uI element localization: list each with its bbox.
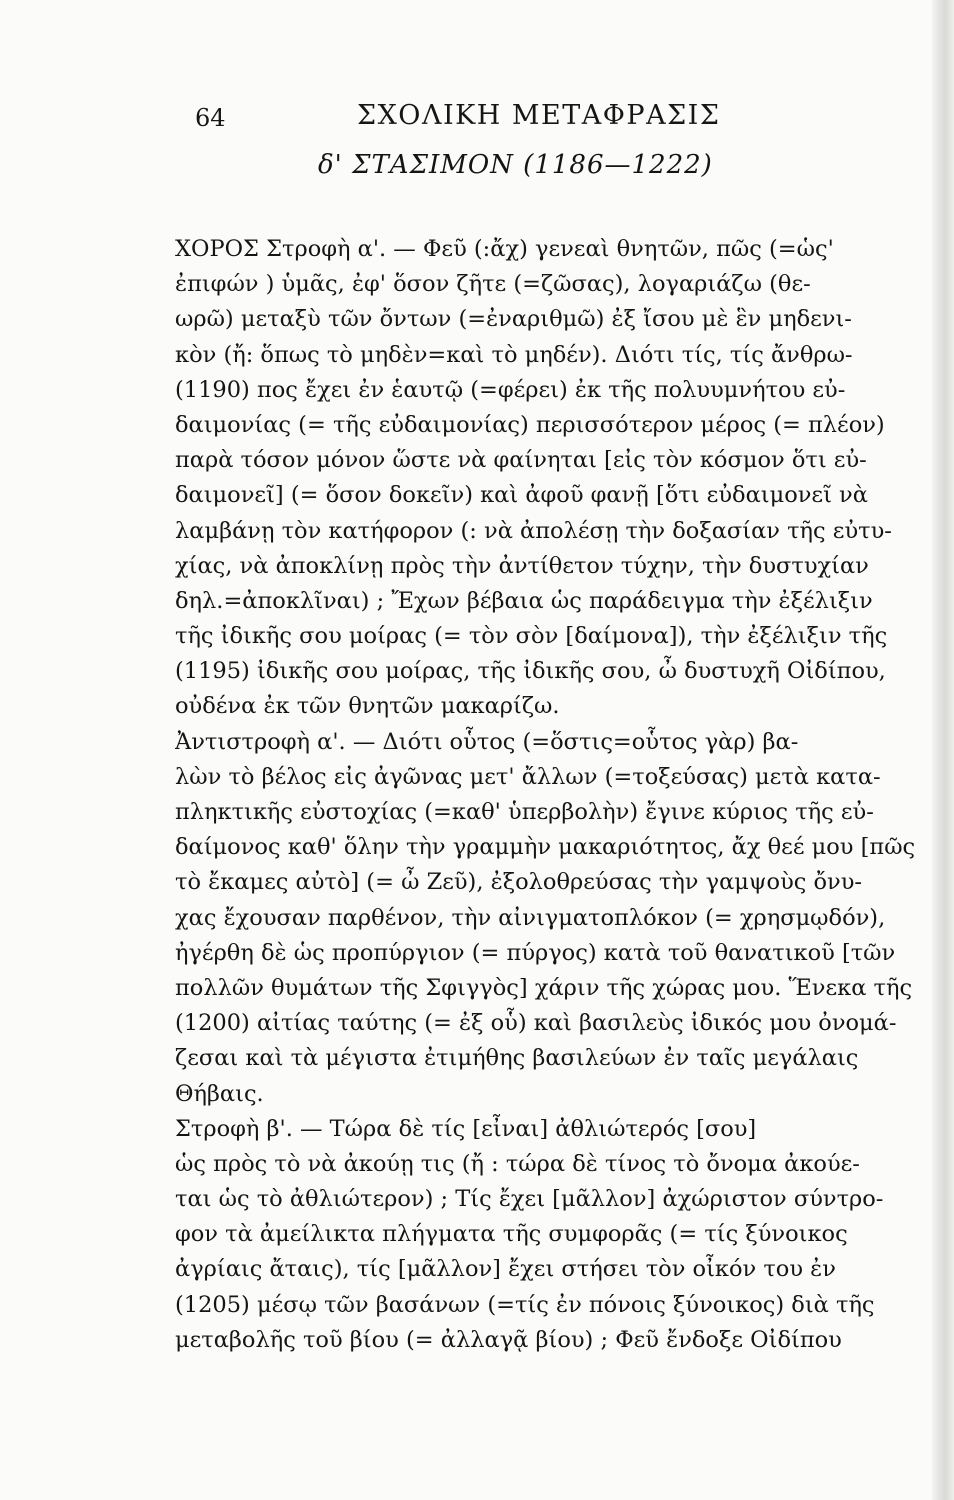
text-line: (1200) αἰτίας ταύτης (= ἐξ οὗ) καὶ βασιλεὺς ἰδικός μου ὀνομά- [175, 1010, 897, 1037]
text-line: (1195) ἰδικῆς σου μοίρας, τῆς ἰδικῆς σου, ὦ δυστυχῆ Οἰδίπου, [175, 658, 886, 685]
text-line: τὸ ἔκαμες αὐτὸ] (= ὦ Ζεῦ), ἐξολοθρεύσας τὴν γαμψοὺς ὄνυ- [175, 869, 863, 896]
text-line: ωρῶ) μεταξὺ τῶν ὄντων (=ἐναριθμῶ) ἐξ ἴσου μὲ ἓν μηδενι- [175, 306, 852, 333]
section-title: δ' ΣΤΑΣΙΜΟΝ (1186—1222) [318, 150, 713, 180]
body-text [175, 232, 923, 1358]
text-line: φον τὰ ἀμείλικτα πλήγματα τῆς συμφορᾶς (= τίς ξύνοικος [175, 1221, 848, 1248]
text-line: δαιμονίας (= τῆς εὐδαιμονίας) περισσότερον μέρος (= πλέον) [175, 411, 885, 438]
text-line: τῆς ἰδικῆς σου μοίρας (= τὸν σὸν [δαίμονα]), τὴν ἐξέλιξιν τῆς [175, 623, 888, 650]
text-line: δαιμονεῖ] (= ὅσον δοκεῖν) καὶ ἀφοῦ φανῇ [ὅτι εὐδαιμονεῖ νὰ [175, 482, 868, 509]
text-line: οὐδένα ἐκ τῶν θνητῶν μακαρίζω. [175, 693, 560, 720]
page-number: 64 [195, 104, 226, 132]
page-header [195, 100, 935, 140]
text-line: ὡς πρὸς τὸ νὰ ἀκούῃ τις (ἤ : τώρα δὲ τίνος τὸ ὄνομα ἀκούε- [175, 1150, 860, 1177]
text-line: λαμβάνῃ τὸν κατήφορον (: νὰ ἀπολέσῃ τὴν δοξασίαν τῆς εὐτυ- [175, 517, 892, 544]
text-line: Ἀντιστροφὴ α'. — Διότι οὗτος (=ὅστις=οὗτος γὰρ) βα- [175, 728, 799, 755]
text-line: χας ἔχουσαν παρθένον, τὴν αἰνιγματοπλόκον (= χρησμῳδόν), [175, 904, 886, 931]
text-line: ται ὡς τὸ ἀθλιώτερον) ; Τίς ἔχει [μᾶλλον] ἀχώριστον σύντρο- [175, 1186, 884, 1213]
text-line: Θήβαις. [175, 1080, 264, 1107]
text-line: λὼν τὸ βέλος εἰς ἀγῶνας μετ' ἄλλων (=τοξεύσας) μετὰ κατα- [175, 763, 881, 790]
text-line: παρὰ τόσον μόνον ὥστε νὰ φαίνηται [εἰς τὸν κόσμον ὅτι εὐ- [175, 447, 867, 474]
text-line: δαίμονος καθ' ὅλην τὴν γραμμὴν μακαριότητος, ἄχ θεέ μου [πῶς [175, 834, 916, 861]
text-line: δηλ.=ἀποκλῖναι) ; Ἔχων βέβαια ὡς παράδειγμα τὴν ἐξέλιξιν [175, 587, 873, 614]
text-line: πολλῶν θυμάτων τῆς Σφιγγὸς] χάριν τῆς χώρας μου. Ἕνεκα τῆς [175, 974, 913, 1001]
text-line: ἐπιφών ) ὑμᾶς, ἐφ' ὅσον ζῆτε (=ζῶσας), λογαριάζω (θε- [175, 271, 811, 298]
text-line: ἠγέρθη δὲ ὡς προπύργιον (= πύργος) κατὰ τοῦ θανατικοῦ [τῶν [175, 939, 896, 966]
text-line: Στροφὴ β'. — Τώρα δὲ τίς [εἶναι] ἀθλιώτερός [σου] [175, 1115, 757, 1142]
text-line: ζεσαι καὶ τὰ μέγιστα ἐτιμήθης βασιλεύων ἐν ταῖς μεγάλαις [175, 1045, 859, 1072]
text-line: (1205) μέσῳ τῶν βασάνων (=τίς ἐν πόνοις ξύνοικος) διὰ τῆς [175, 1291, 875, 1318]
text-line: ΧΟΡΟΣ Στροφὴ α'. — Φεῦ (:ἄχ) γενεαὶ θνητῶν, πῶς (=ὡς' [175, 236, 834, 262]
running-title: ΣΧΟΛΙΚΗ ΜΕΤΑΦΡΑΣΙΣ [357, 100, 721, 131]
page-edge-shadow [932, 0, 954, 1500]
text-line: χίας, νὰ ἀποκλίνῃ πρὸς τὴν ἀντίθετον τύχην, τὴν δυστυχίαν [175, 552, 869, 579]
text-line: πληκτικῆς εὐστοχίας (=καθ' ὑπερβολὴν) ἔγινε κύριος τῆς εὐ- [175, 799, 874, 825]
text-line: (1190) πος ἔχει ἐν ἑαυτῷ (=φέρει) ἐκ τῆς πολυυμνήτου εὐ- [175, 376, 846, 403]
text-line: κὸν (ἤ: ὅπως τὸ μηδὲν=καὶ τὸ μηδέν). Διότι τίς, τίς ἄνθρω- [175, 341, 853, 368]
text-line: ἀγρίαις ἄταις), τίς [μᾶλλον] ἔχει στήσει τὸν οἶκόν του ἐν [175, 1256, 836, 1283]
text-line: μεταβολῆς τοῦ βίου (= ἀλλαγᾷ βίου) ; Φεῦ ἔνδοξε Οἰδίπου [175, 1326, 842, 1353]
